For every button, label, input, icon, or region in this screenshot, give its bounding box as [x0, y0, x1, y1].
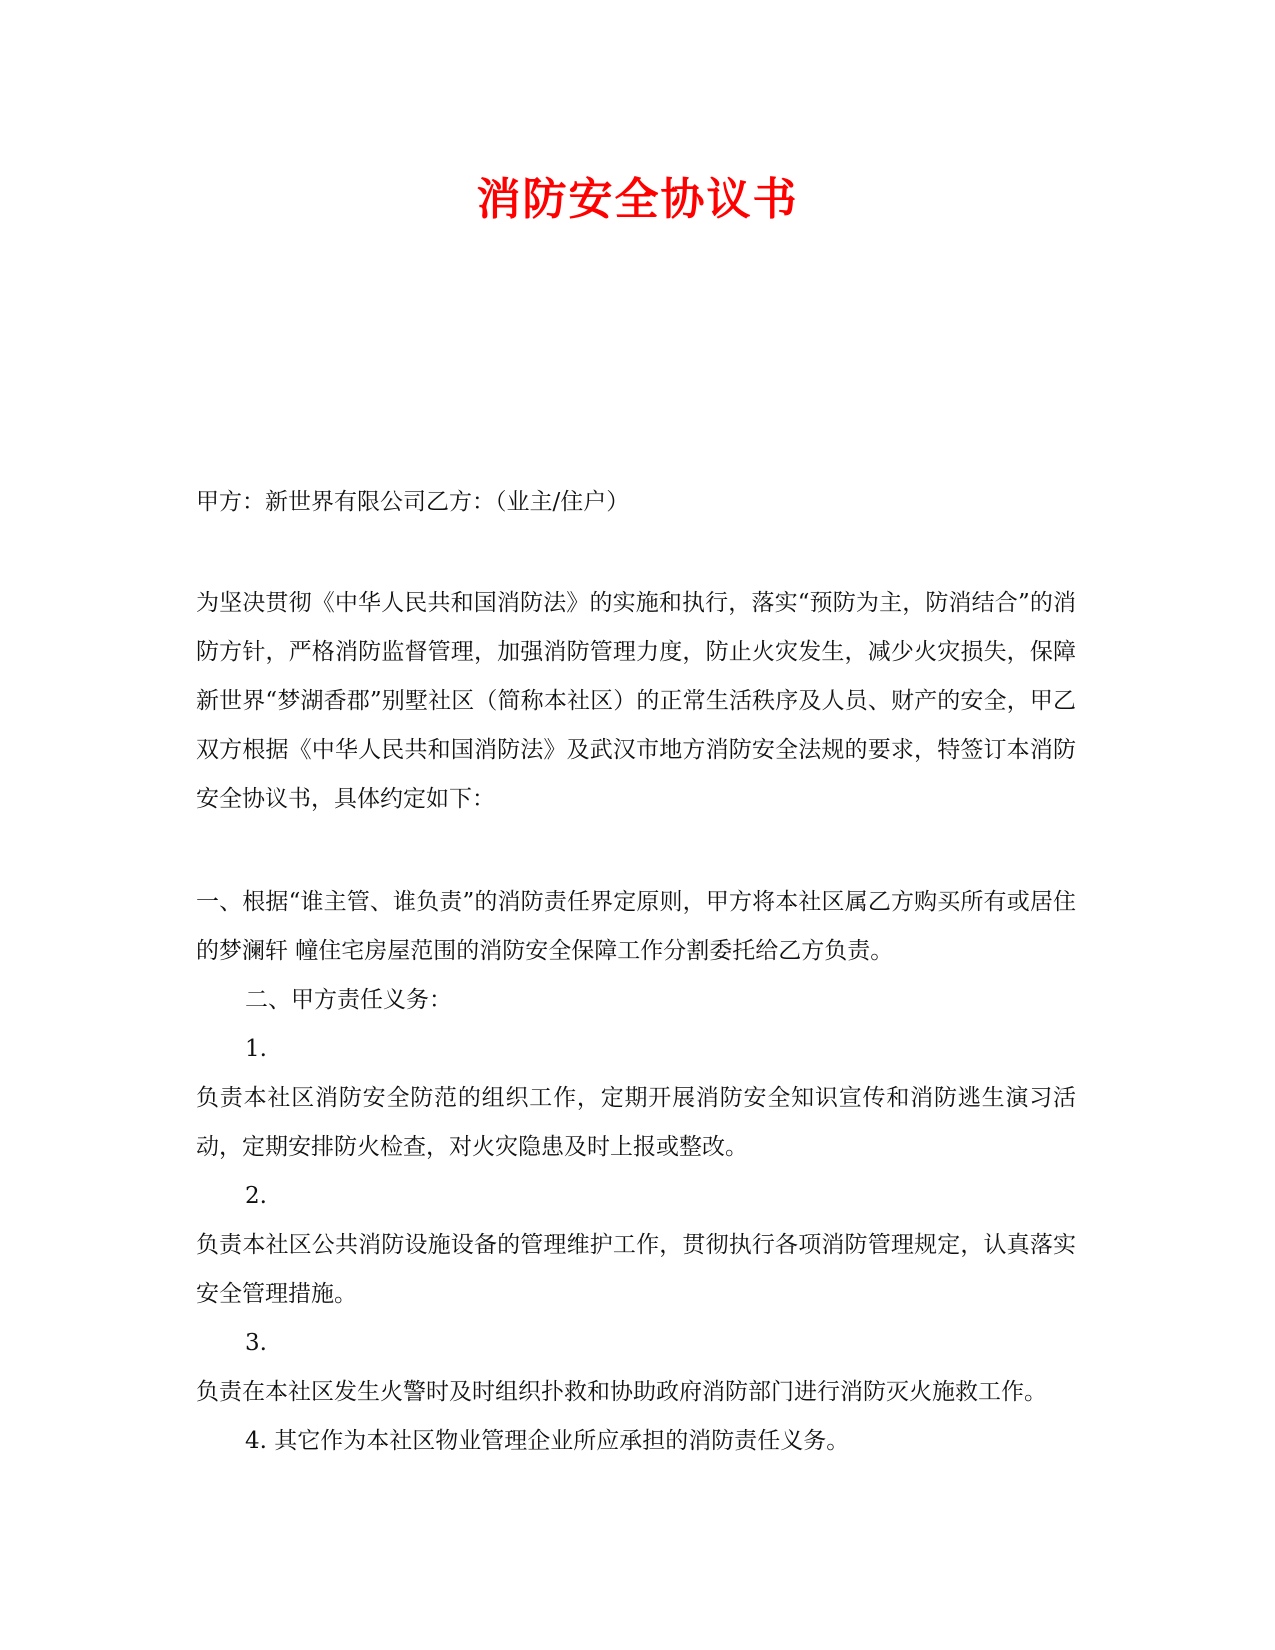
clause-2-heading: 二、甲方责任义务：	[245, 987, 452, 1013]
item-text: 负责在本社区发生火警时及时组织扑救和协助政府消防部门进行消防灭火施救工作。	[196, 1379, 1047, 1405]
item-text: 负责本社区消防安全防范的组织工作，定期开展消防安全知识宣传和消防逃生演习活动，定期安排防火检查，对火灾隐患及时上报或整改。	[196, 1085, 1076, 1160]
clause-1: 一、根据“谁主管、谁负责”的消防责任界定原则，甲方将本社区属乙方购买所有或居住的梦澜轩 幢住宅房屋范围的消防安全保障工作分割委托给乙方负责。	[196, 889, 1076, 964]
document-title: 消防安全协议书	[476, 174, 799, 225]
parties-line: 甲方：新世界有限公司乙方：（业主/住户）	[196, 489, 630, 515]
item-number: 2.	[245, 1183, 267, 1209]
document-body	[196, 478, 1076, 1466]
item-number: 1.	[245, 1036, 267, 1062]
item-number: 3.	[245, 1330, 267, 1356]
item-4: 4. 其它作为本社区物业管理企业所应承担的消防责任义务。	[245, 1428, 850, 1454]
item-text: 负责本社区公共消防设施设备的管理维护工作，贯彻执行各项消防管理规定，认真落实安全管理措施。	[196, 1232, 1076, 1307]
intro-paragraph: 为坚决贯彻《中华人民共和国消防法》的实施和执行，落实“预防为主，防消结合”的消防方针，严格消防监督管理，加强消防管理力度，防止火灾发生，减少火灾损失，保障新世界“梦湖香郡”别墅社区（简称本社区）的正常生活秩序及人员、财产的安全，甲乙双方根据《中华人民共和国消防法》及武汉市地方消防安全法规的要求，特签订本消防安全协议书，具体约定如下：	[196, 590, 1076, 812]
